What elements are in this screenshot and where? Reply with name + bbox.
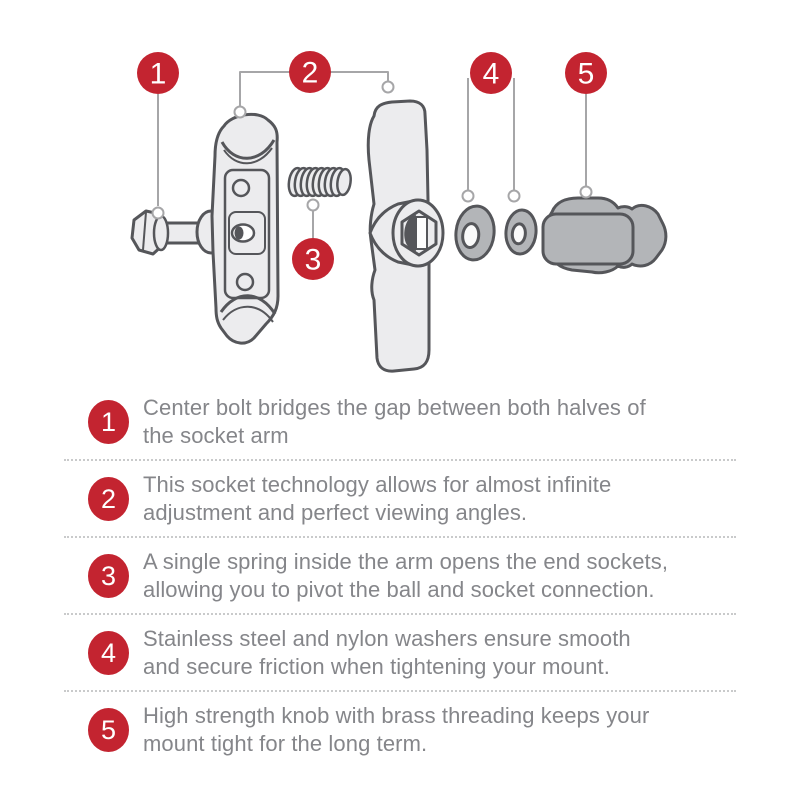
product-diagram-svg	[0, 0, 800, 388]
feature-5-text	[143, 702, 649, 758]
callout-3-number: 3	[304, 243, 322, 277]
callout-4-dot-right	[509, 191, 520, 202]
socket-arm-half-left	[197, 114, 278, 343]
callout-4-number: 4	[482, 57, 500, 91]
callout-1-badge	[137, 52, 179, 94]
exploded-diagram	[0, 0, 800, 388]
feature-4-number: 4	[100, 638, 117, 668]
feature-3-number: 3	[100, 561, 117, 591]
feature-5-text-line-2: mount tight for the long term.	[143, 731, 428, 756]
feature-3-text	[143, 548, 668, 604]
callout-4-dot-left	[463, 191, 474, 202]
feature-list	[64, 388, 736, 767]
callout-2-badge	[289, 51, 331, 93]
feature-2-text-line-2: adjustment and perfect viewing angles.	[143, 500, 528, 525]
feature-4-text-line-1: Stainless steel and nylon washers ensure smooth	[143, 626, 631, 651]
feature-5-number-badge	[88, 708, 129, 752]
callout-5-number: 5	[577, 57, 595, 91]
feature-5-number: 5	[100, 715, 117, 745]
feature-3-text-line-1: A single spring inside the arm opens the end sockets,	[143, 549, 669, 574]
feature-2-text-line-1: This socket technology allows for almost infinite	[143, 472, 612, 497]
callout-5-badge	[565, 52, 607, 94]
feature-3-number-badge	[88, 554, 129, 598]
feature-3-text-line-2: allowing you to pivot the ball and socket connection.	[143, 577, 655, 602]
callout-3-dot	[308, 200, 319, 211]
feature-1-text-line-1: Center bolt bridges the gap between both halves of	[143, 395, 646, 420]
washer-large	[453, 204, 496, 262]
feature-1-number-badge	[88, 400, 129, 444]
feature-item-4	[64, 615, 736, 692]
socket-arm-half-right	[368, 101, 443, 371]
callout-5-dot	[581, 187, 592, 198]
callout-3-badge	[292, 238, 334, 280]
washer-small-hole	[511, 223, 526, 244]
feature-1-text	[143, 394, 646, 450]
washer-small	[504, 209, 538, 255]
arm-left-center-hole-shadow	[235, 227, 244, 240]
hex-nut-bore	[416, 217, 427, 249]
feature-4-text-line-2: and secure friction when tightening your mount.	[143, 654, 610, 679]
callout-2-dot-left	[235, 107, 246, 118]
bolt-head-collar	[154, 216, 168, 250]
feature-item-5	[64, 692, 736, 767]
arm-left-boss-top	[233, 180, 249, 196]
feature-2-number: 2	[100, 484, 117, 514]
callout-2-number: 2	[301, 56, 319, 90]
feature-item-2	[64, 461, 736, 538]
feature-item-1	[64, 388, 736, 461]
callout-1-number: 1	[149, 57, 167, 91]
knob-front-face	[543, 214, 633, 264]
feature-2-number-badge	[88, 477, 129, 521]
feature-item-3	[64, 538, 736, 615]
callout-1-dot	[153, 208, 164, 219]
tightening-knob	[543, 198, 666, 273]
feature-1-number: 1	[100, 407, 117, 437]
callout-4-badge	[470, 52, 512, 94]
feature-2-text	[143, 471, 611, 527]
feature-4-text	[143, 625, 631, 681]
spring	[287, 167, 352, 197]
arm-left-boss-bottom	[237, 274, 253, 290]
washer-large-hole	[461, 223, 479, 249]
feature-1-text-line-2: the socket arm	[143, 423, 289, 448]
feature-5-text-line-1: High strength knob with brass threading keeps your	[143, 703, 650, 728]
callout-2-dot-right	[383, 82, 394, 93]
feature-4-number-badge	[88, 631, 129, 675]
